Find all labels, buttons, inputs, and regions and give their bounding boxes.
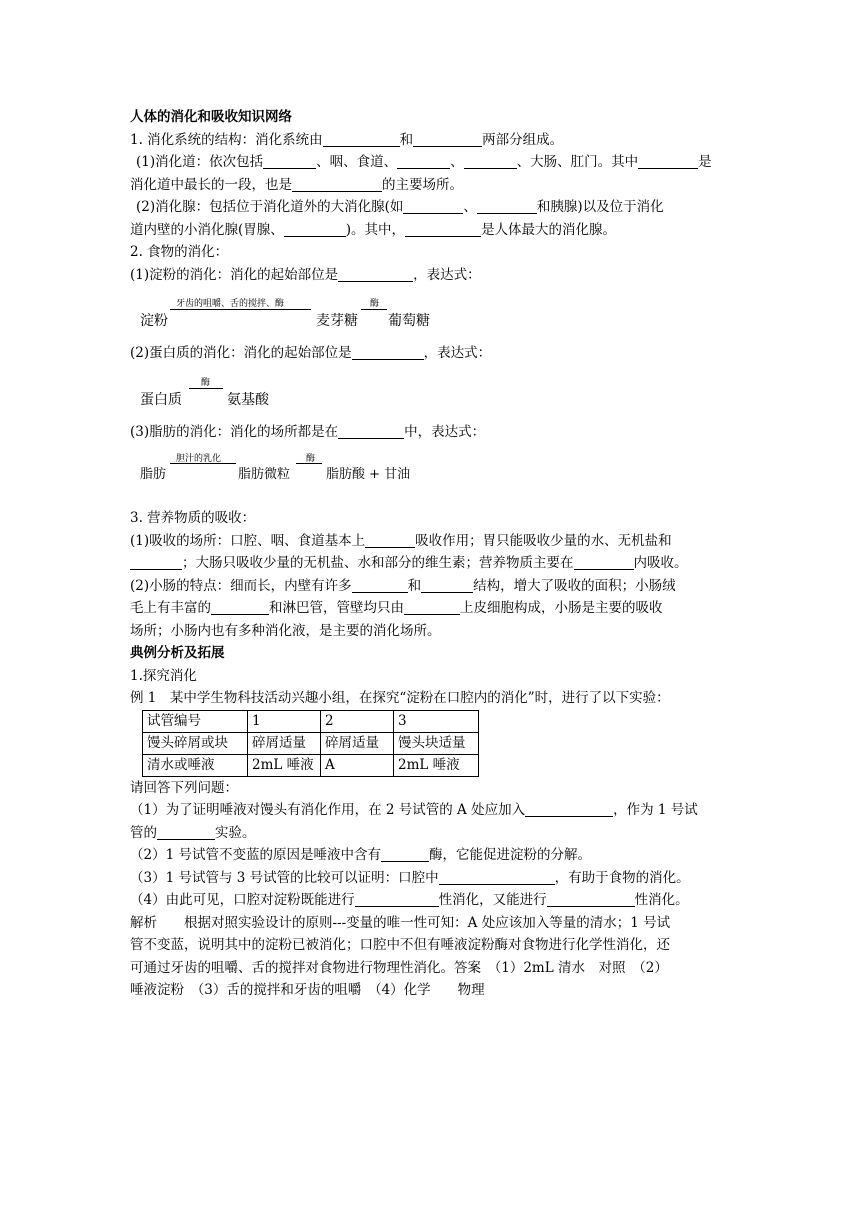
blank [323,131,400,147]
blank [525,801,613,817]
questions-intro: 请回答下列问题： [130,779,238,796]
s3-line: (2)小肠的特点：细而长，内壁有许多 和 结构，增大了吸收的面积；小肠绒 [130,577,676,594]
table-cell: 馒头碎屑或块 [143,732,248,754]
table-row [143,754,479,776]
section-heading-examples: 典例分析及拓展 [130,645,225,661]
table-cell: 碎屑适量 [248,732,321,754]
analysis-line: 管不变蓝，说明其中的淀粉已被消化；口腔中不但有唾液淀粉酶对食物进行化学性消化，还 [130,937,670,953]
table-cell: 清水或唾液 [143,754,248,776]
subheading-explore: 1.探究消化 [130,667,197,684]
experiment-table [142,710,479,777]
blank [352,344,424,360]
question-1-cont: 管的 实验。 [130,824,256,841]
formula-condition: 酶 [370,299,380,309]
formula-condition: 酶 [306,454,316,464]
analysis-line: 可通过牙齿的咀嚼、舌的搅拌对食物进行物理性消化。答案 （1）2mL 清水 对照 （2） [130,959,668,976]
example-intro: 例 1 某中学生物科技活动兴趣小组，在探究“淀粉在口腔内的消化”时，进行了以下实验： [130,690,670,706]
formula-protein [130,371,734,417]
table-row [143,710,479,732]
s1-digestive-tract: (1)消化道：依次包括 、咽、食道、 、 、大肠、肛门。其中 是 [136,154,712,170]
s3-line: 毛上有丰富的 和淋巴管，管壁均只由 上皮细胞构成，小肠是主要的吸收 [130,600,663,616]
blank [292,176,382,192]
table-row [143,732,479,754]
table-cell: 2mL 唾液 [394,754,479,776]
table-cell: 馒头块适量 [394,732,479,754]
s3-line: (1)吸收的场所：口腔、咽、食道基本上 吸收作用；胃只能吸收少量的水、无机盐和 [130,532,672,549]
table-cell: 试管编号 [143,710,248,732]
reaction-line [189,388,223,389]
table-cell: A [321,754,394,776]
blank [439,869,555,885]
blank [130,554,182,570]
blank [211,599,269,615]
question-2: （2）1 号试管不变蓝的原因是唾液中含有 酶，它能促进淀粉的分解。 [130,847,591,863]
s3-line: ；大肠只吸收少量的无机盐、水和部分的维生素；营养物质主要在 内吸收。 [130,552,734,575]
formula-fat [130,447,734,493]
blank [157,824,215,840]
table-cell: 2 [321,710,394,732]
reaction-line [361,309,387,310]
blank [263,153,316,169]
formula-term: 淀粉 [140,313,168,329]
section-heading-knowledge: 人体的消化和吸收知识网络 [130,109,292,125]
blank [355,891,439,907]
formula-term: 脂肪 [140,467,167,482]
s3-line: 场所；小肠内也有多种消化液，是主要的消化场所。 [130,622,441,639]
blank [421,577,473,593]
table-cell: 2mL 唾液 [248,754,321,776]
formula-starch [130,292,734,338]
blank [338,266,413,282]
blank [477,198,537,214]
formula-condition: 酶 [201,377,211,388]
blank [404,599,460,615]
s1-digestive-glands-cont: 道内壁的小消化腺(胃腺、 )。其中， 是人体最大的消化腺。 [130,221,617,238]
table-cell: 碎屑适量 [321,732,394,754]
formula-term: 脂肪微粒 [238,467,291,482]
formula-term: 脂肪酸 + 甘油 [326,467,411,482]
s3-title: 3. 营养物质的吸收： [130,510,256,526]
blank [403,198,463,214]
question-3: （3）1 号试管与 3 号试管的比较可以证明：口腔中 ，有助于食物的消化。 [130,869,690,886]
s2-starch: (1)淀粉的消化：消化的起始部位是 ，表达式： [130,266,481,283]
s2-title: 2. 食物的消化： [130,244,229,260]
question-4: （4）由此可见，口腔对淀粉既能进行 性消化，又能进行 性消化。 [130,892,689,908]
question-1: （1）为了证明唾液对馒头有消化作用，在 2 号试管的 A 处应加入 ，作为 1 号试 [130,802,698,818]
analysis-line: 唾液淀粉 （3）舌的搅拌和牙齿的咀嚼 （4）化学 物理 [130,982,485,998]
formula-term: 麦芽糖 [316,313,358,329]
blank [365,532,415,548]
blank [397,153,450,169]
blank [284,221,346,237]
blank [638,153,698,169]
s2-fat: (3)脂肪的消化：消化的场所都是在 中，表达式： [130,423,486,440]
document-page [130,106,734,1002]
blank [464,153,517,169]
blank [547,891,635,907]
formula-term: 葡萄糖 [388,313,430,329]
blank [405,221,481,237]
formula-condition: 胆汁的乳化 [176,454,222,464]
blank [352,577,408,593]
formula-condition: 牙齿的咀嚼、舌的搅拌、酶 [176,299,285,309]
blank [413,131,482,147]
reaction-line [296,463,322,464]
analysis-line: 解析 根据对照实验设计的原则---变量的唯一性可知：A 处应该加入等量的清水；1 号试 [130,914,671,931]
reaction-line [170,463,236,464]
s1-digestive-tract-cont: 消化道中最长的一段，也是 的主要场所。 [130,176,463,193]
blank [381,846,429,862]
blank [574,554,634,570]
reaction-line [170,309,311,310]
s2-protein: (2)蛋白质的消化：消化的起始部位是 ，表达式： [130,345,492,361]
s1-title: 1. 消化系统的结构：消化系统由 和 两部分组成。 [130,131,564,148]
formula-term: 氨基酸 [227,391,269,408]
formula-term: 蛋白质 [140,391,182,408]
blank [338,423,404,439]
s1-digestive-glands: (2)消化腺：包括位于消化道外的大消化腺(如 、 和胰腺)以及位于消化 [136,199,664,215]
table-cell: 1 [248,710,321,732]
table-cell: 3 [394,710,479,732]
